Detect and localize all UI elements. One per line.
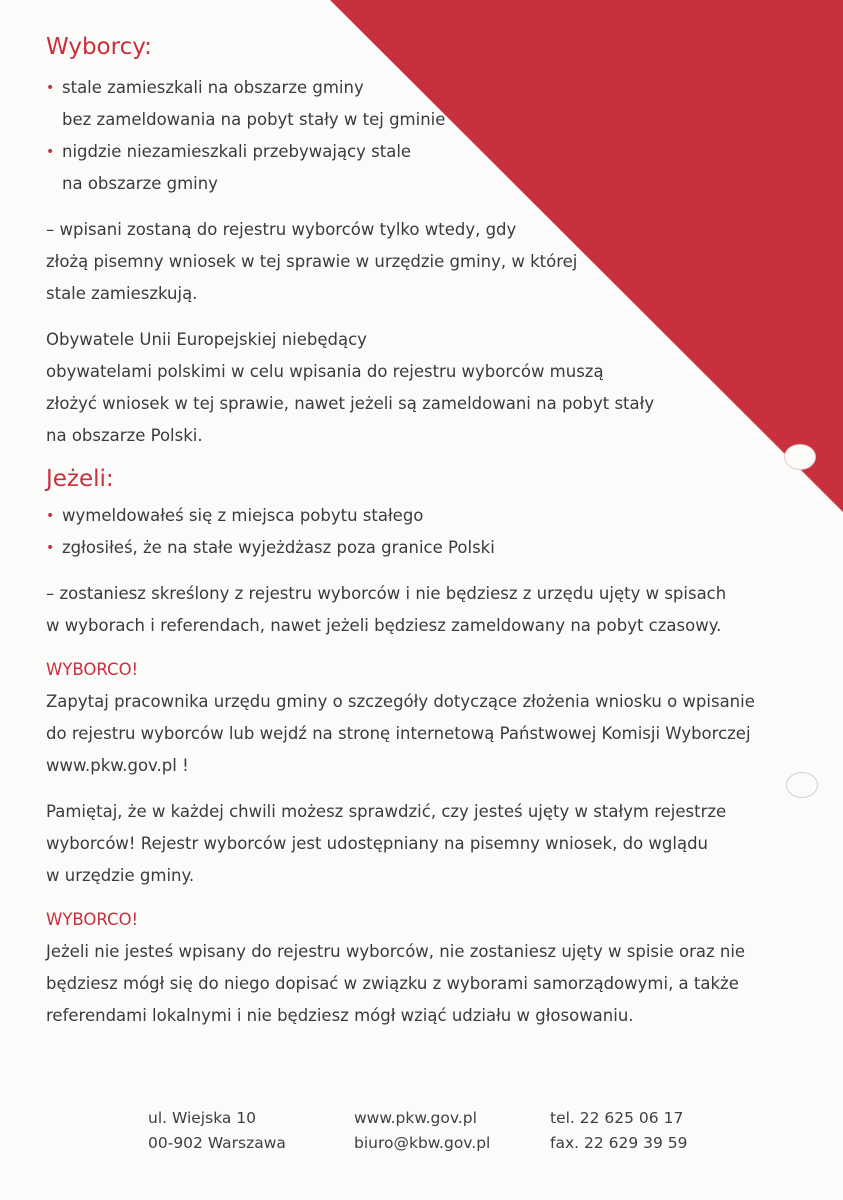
bullet-icon: •: [46, 80, 55, 96]
section-heading-if: Jeżeli:: [46, 466, 114, 492]
eu-citizens-paragraph: Obywatele Unii Europejskiej niebędący obywatelami polskimi w celu wpisania do rejestru wyborców muszą złożyć wniosek w tej sprawie, nawet jeżeli są zameldowani na pobyt stały na obszarze Polski.: [46, 330, 655, 445]
contact-footer: [148, 1106, 688, 1156]
email-link[interactable]: biuro@kbw.gov.pl: [354, 1134, 491, 1152]
website-link[interactable]: www.pkw.gov.pl: [354, 1109, 477, 1127]
leaflet-content: [46, 30, 826, 1032]
voter-callout-label: WYBORCO!: [46, 910, 139, 929]
list-item: • wymeldowałeś się z miejsca pobytu stałego: [46, 500, 826, 532]
not-registered-paragraph: Jeżeli nie jesteś wpisany do rejestru wyborców, nie zostaniesz ujęty w spisie oraz nie będziesz mógł się do niego dopisać w związku z wyborami samorządowymi, a także referendami lokalnymi i nie będziesz mógł wziąć udziału w głosowaniu.: [46, 942, 746, 1025]
list-item: • zgłosiłeś, że na stałe wyjeżdżasz poza granice Polski: [46, 532, 826, 564]
registration-paragraph: – wpisani zostaną do rejestru wyborców tylko wtedy, gdy złożą pisemny wniosek w tej sprawie w urzędzie gminy, w której stale zamieszkują.: [46, 220, 578, 303]
bullet-icon: •: [46, 540, 55, 556]
list-item: • nigdzie niezamieszkali przebywający stale: [46, 136, 826, 168]
ask-official-paragraph: Zapytaj pracownika urzędu gminy o szczegóły dotyczące złożenia wniosku o wpisanie do rejestru wyborców lub wejdź na stronę internetową Państwowej Komisji Wyborczej www.pkw.gov.pl !: [46, 692, 755, 775]
web-block: [354, 1106, 550, 1156]
phone-block: tel. 22 625 06 17 fax. 22 629 39 59: [550, 1109, 688, 1152]
if-list: [46, 500, 826, 564]
voter-callout-label: WYBORCO!: [46, 660, 139, 679]
remember-paragraph: Pamiętaj, że w każdej chwili możesz sprawdzić, czy jesteś ujęty w stałym rejestrze wyborców! Rejestr wyborców jest udostępniany na pisemny wniosek, do wglądu w urzędzie gminy.: [46, 802, 727, 885]
section-heading-voters: Wyborcy:: [46, 34, 152, 60]
address-block: ul. Wiejska 10 00-902 Warszawa: [148, 1109, 286, 1152]
voters-list: • stale zamieszkali na obszarze gminy bez zameldowania na pobyt stały w tej gminie • nigdzie niezamieszkali przebywający stale na obszarze gminy: [46, 72, 826, 200]
list-item: • stale zamieszkali na obszarze gminy: [46, 72, 826, 104]
removal-paragraph: – zostaniesz skreślony z rejestru wyborców i nie będziesz z urzędu ujęty w spisach w wyborach i referendach, nawet jeżeli będziesz zameldowany na pobyt czasowy.: [46, 584, 727, 635]
bullet-icon: •: [46, 144, 55, 160]
bullet-icon: •: [46, 508, 55, 524]
